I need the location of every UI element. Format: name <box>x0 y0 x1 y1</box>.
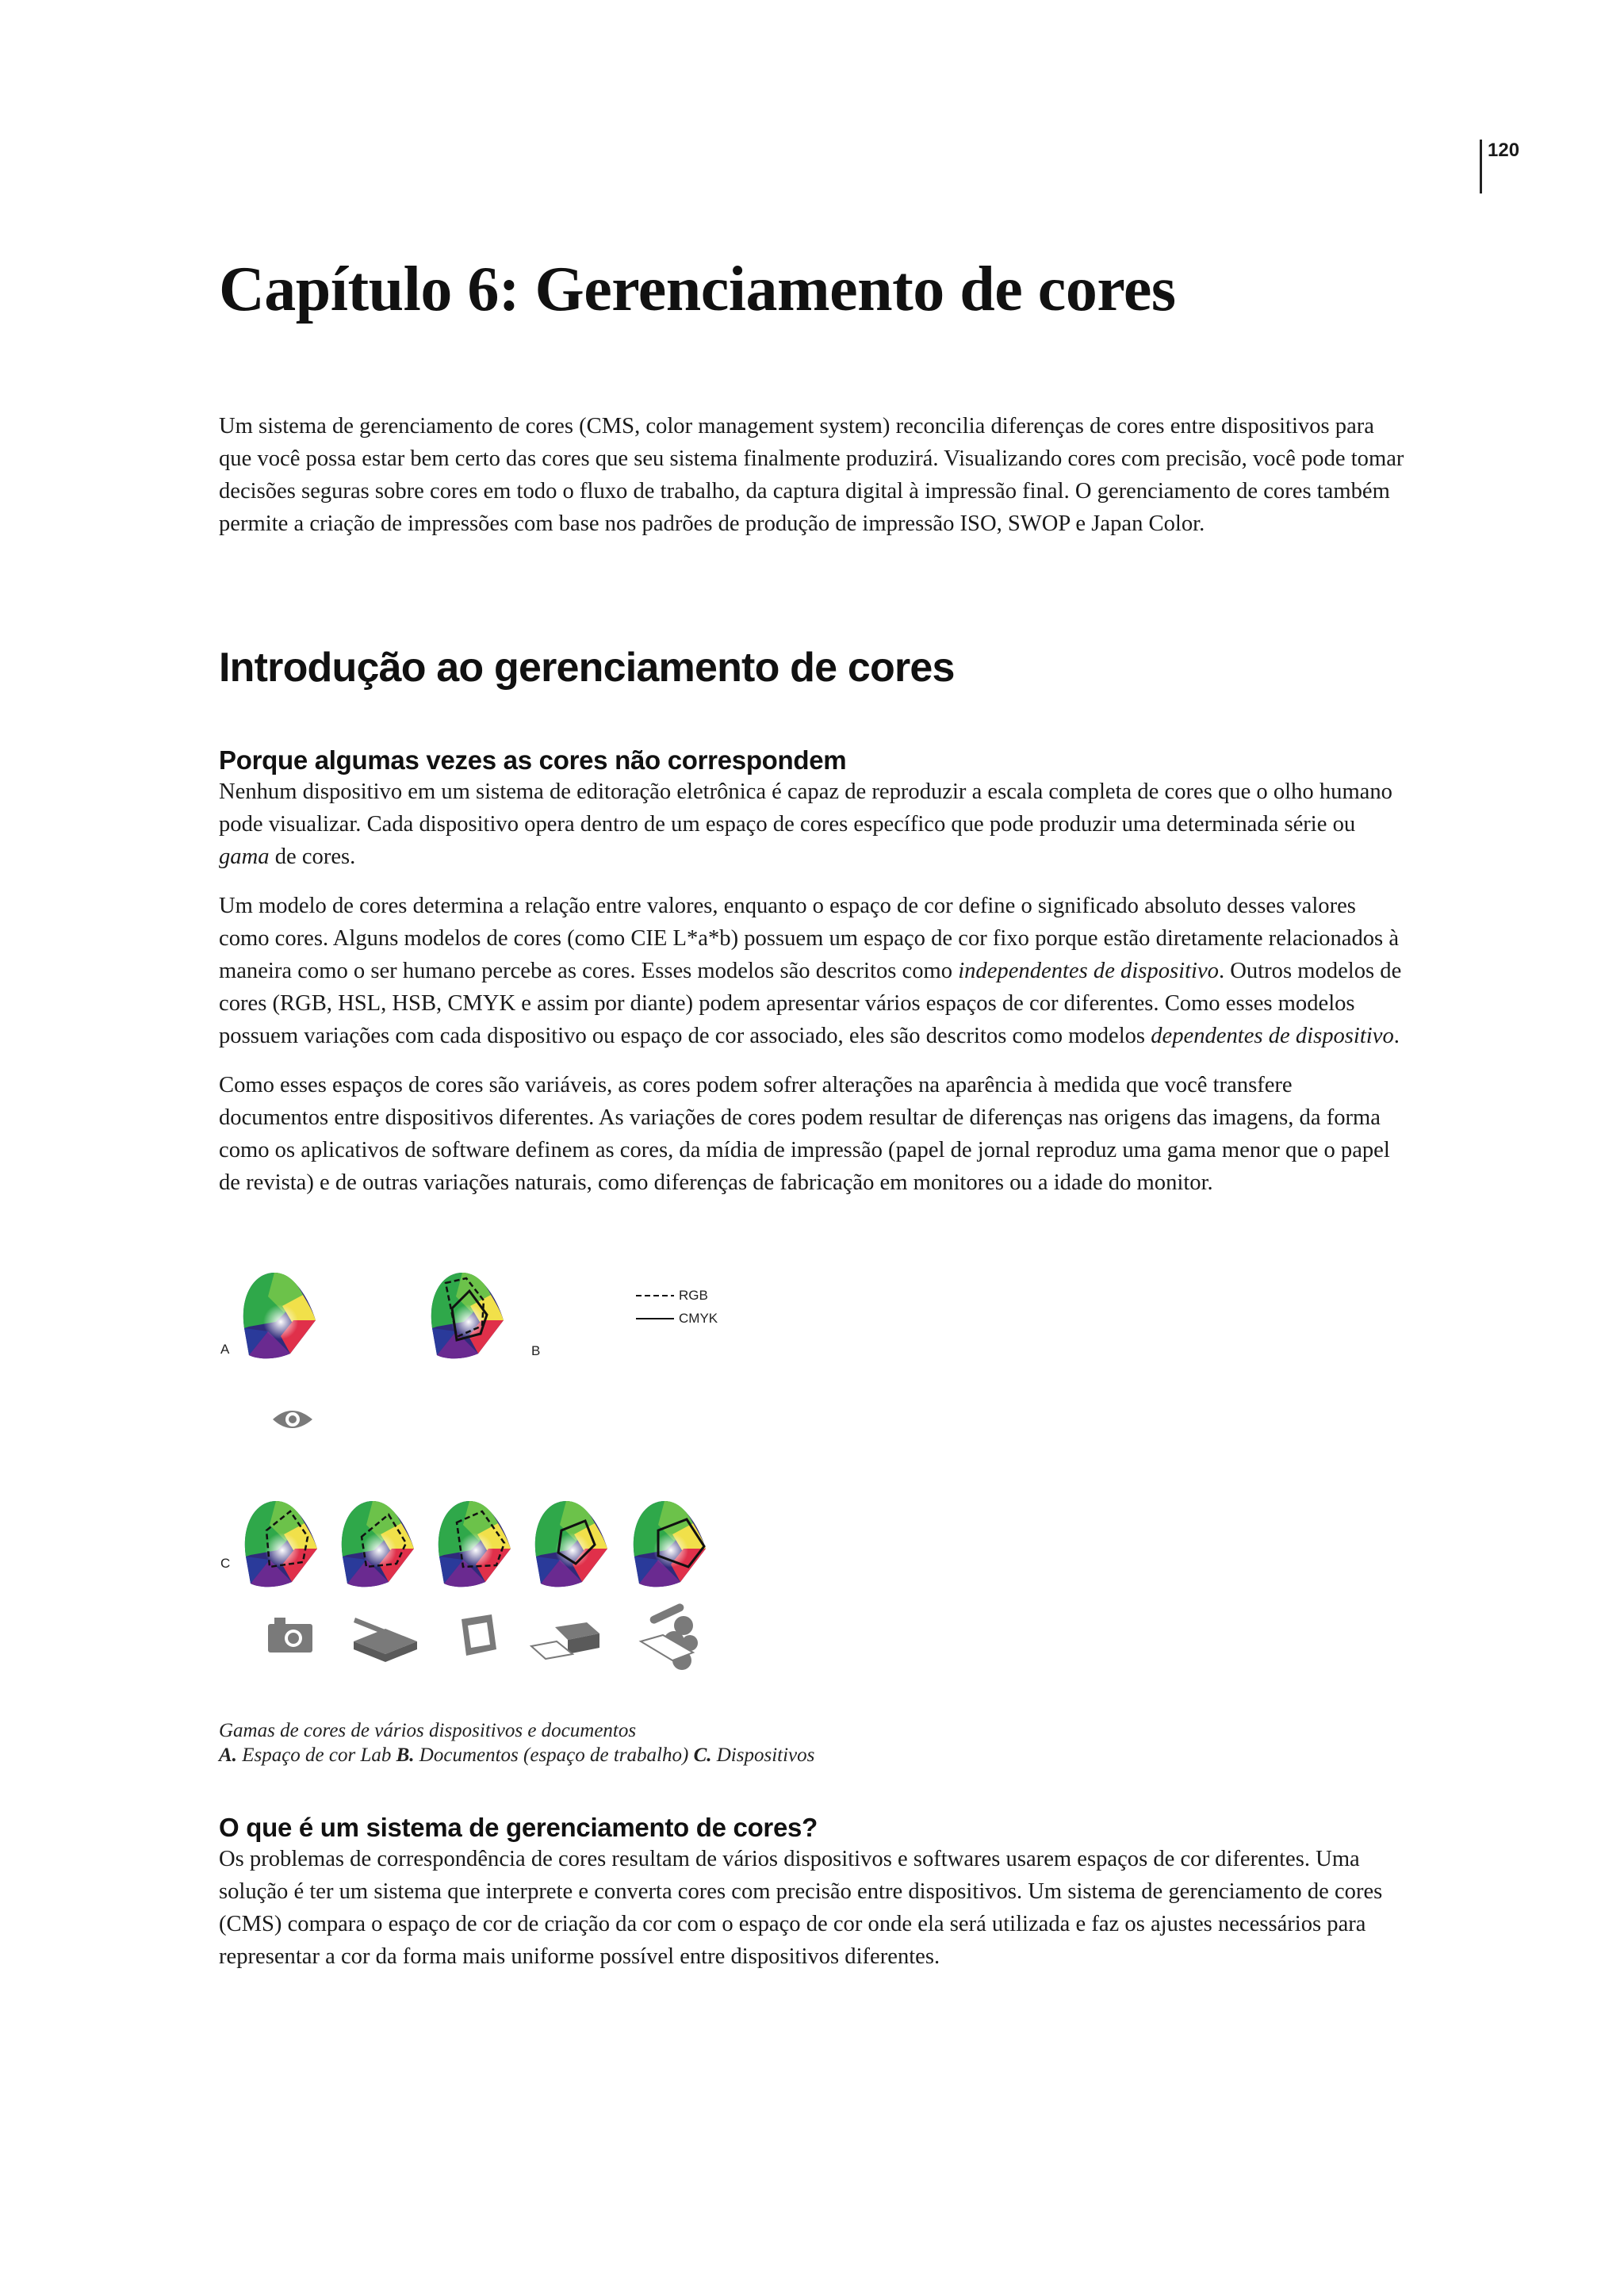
legend-cmyk: CMYK <box>679 1311 718 1326</box>
subsection-title: Porque algumas vezes as cores não correspondem <box>219 745 847 775</box>
figure-label-a: A <box>220 1342 230 1357</box>
camera-gamut <box>245 1501 317 1587</box>
scanner-icon <box>354 1618 417 1662</box>
lab-gamut <box>243 1273 316 1358</box>
legend-rgb: RGB <box>679 1288 708 1303</box>
printing-press-icon <box>641 1603 698 1670</box>
press-gamut <box>634 1501 706 1587</box>
desktop-printer-gamut <box>535 1501 607 1587</box>
intro-paragraph: Um sistema de gerenciamento de cores (CMS, color management system) reconcilia diferenças de cores entre dispositivos para que você possa estar bem certo das cores que seu sistema finalmente produzirá. Visualizando cores com precisão, você pode tomar decisões seguras sobre cores em todo o fluxo de trabalho, da captura digital à impressão final. O gerenciamento de cores também permite a criação de impressões com base nos padrões de produção de impressão ISO, SWOP e Japan Color. <box>219 414 1404 536</box>
subsection-title: O que é um sistema de gerenciamento de cores? <box>219 1813 818 1842</box>
subsection-cms <box>219 1813 1407 1973</box>
caption-title: Gamas de cores de vários dispositivos e documentos <box>219 1720 637 1741</box>
monitor-icon <box>462 1614 496 1656</box>
printer-icon <box>531 1622 599 1659</box>
caption-legend: A. Espaço de cor Lab B. Documentos (espaço de trabalho) C. Dispositivos <box>219 1744 815 1766</box>
intro-block <box>219 410 1407 540</box>
paragraph: Nenhum dispositivo em um sistema de editoração eletrônica é capaz de reproduzir a escala completa de cores que o olho humano pode visualizar. Cada dispositivo opera dentro de um espaço de cores específico que pode produzir uma determinada série ou gama de cores. <box>219 779 1392 869</box>
figure-label-b: B <box>531 1343 541 1358</box>
paragraph: Como esses espaços de cores são variáveis, as cores podem sofrer alterações na aparência à medida que você transfere documentos entre dispositivos diferentes. As variações de cores podem resultar de diferenças nas origens das imagens, da forma como os aplicativos de software definem as cores, da mídia de impressão (papel de jornal reproduz uma gama menor que o papel de revista) e de outras variações naturais, como diferenças de fabricação em monitores ou a idade do monitor. <box>219 1073 1390 1195</box>
page-number-rule <box>1480 140 1482 193</box>
figure-label-c: C <box>220 1556 231 1571</box>
chapter-title: Capítulo 6: Gerenciamento de cores <box>219 255 1176 324</box>
paragraph: Os problemas de correspondência de cores resultam de vários dispositivos e softwares usarem espaços de cor diferentes. Uma solução é ter um sistema que interprete e converta cores com precisão entre dispositivos. Um sistema de gerenciamento de cores (CMS) compara o espaço de cor de criação da cor com o espaço de cor onde ela será utilizada e faz os ajustes necessários para representar a cor da forma mais uniforme possível entre dispositivos diferentes. <box>219 1847 1383 1969</box>
gamut-figure <box>214 1269 769 1681</box>
figure-caption <box>219 1718 814 1767</box>
scanner-gamut <box>342 1501 414 1587</box>
section-title: Introdução ao gerenciamento de cores <box>219 645 955 691</box>
camera-icon <box>268 1618 312 1653</box>
gamut-illustration <box>214 1269 769 1681</box>
document-gamut <box>431 1273 504 1358</box>
subsection-mismatch <box>219 745 1407 1199</box>
page-number: 120 <box>1488 140 1520 161</box>
eye-icon <box>273 1411 312 1428</box>
paragraph: Um modelo de cores determina a relação entre valores, enquanto o espaço de cor define o significado absoluto desses valores como cores. Alguns modelos de cores (como CIE L*a*b) possuem um espaço de cor fixo porque estão diretamente relacionados à maneira como o ser humano percebe as cores. Esses modelos são descritos como independentes de dispositivo. Outros modelos de cores (RGB, HSL, HSB, CMYK e assim por diante) podem apresentar vários espaços de cor diferentes. Como esses modelos possuem variações com cada dispositivo ou espaço de cor associado, eles são descritos como modelos dependentes de dispositivo. <box>219 894 1402 1048</box>
